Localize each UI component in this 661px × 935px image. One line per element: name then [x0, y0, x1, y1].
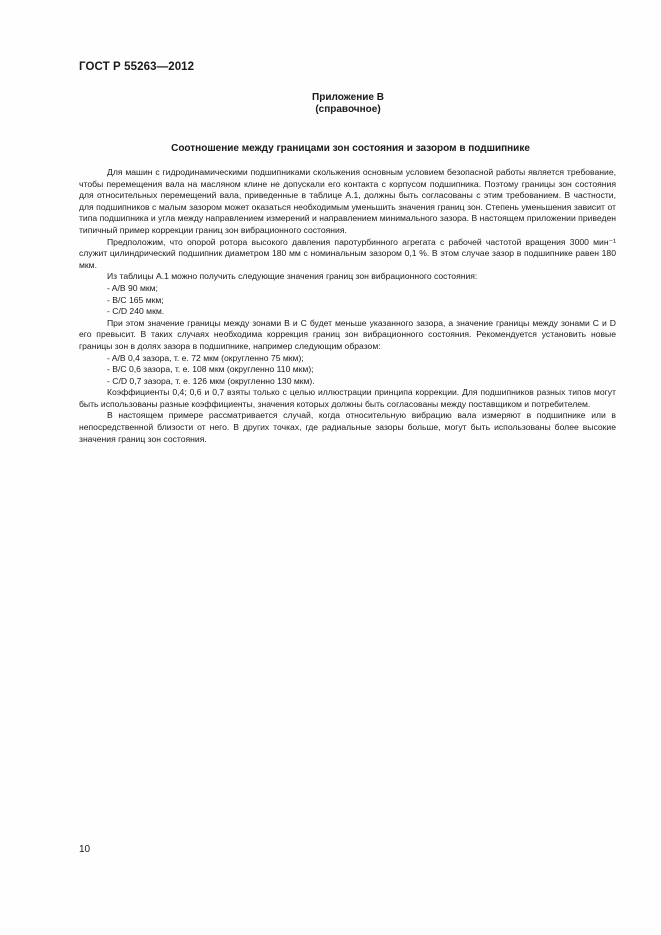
section-title: Соотношение между границами зон состояния и зазором в подшипнике: [171, 143, 530, 154]
page-number: 10: [79, 844, 91, 855]
list-item: - B/C 0,6 зазора, т. е. 108 мкм (округленно 110 мкм);: [107, 364, 314, 375]
list-item: - B/C 165 мкм;: [107, 294, 164, 305]
annex-title: Приложение В: [312, 92, 384, 103]
list-item: - A/B 90 мкм;: [107, 282, 158, 293]
paragraph-2: Предположим, что опорой ротора высокого давления паротурбинного агрегата с рабочей частотой вращения 3000 мин⁻¹ служит цилиндрический подшипник диаметром 180 мм с номинальным зазором 0,1 %. В этом случае зазор в подшипнике равен 180 мкм.: [79, 236, 616, 270]
paragraph-3: Из таблицы А.1 можно получить следующие значения границ зон вибрационного состояния:: [107, 271, 478, 282]
paragraph-5: Коэффициенты 0,4; 0,6 и 0,7 взяты только с целью иллюстрации принципа коррекции. Для подшипников разных типов могут быть использованы разные коэффициенты, значения которых должны быть согласованы между поставщиком и потребителем.: [79, 387, 616, 409]
list-item: - C/D 240 мкм.: [107, 306, 165, 317]
annex-subtitle: (справочное): [315, 104, 381, 115]
document-header: ГОСТ Р 55263—2012: [79, 61, 195, 73]
paragraph-1: Для машин с гидродинамическими подшипниками скольжения основным условием безопасной работы является требование, чтобы перемещения вала на масляном клине не допускали его контакта с корпусом подшипника. Поэтому границы зон состояния для относительных перемещений вала, приведенные в таблице А.1, должны быть согласованы с этим требованием. В частности, для подшипников с малым зазором может оказаться необходимым уменьшить значения границ зон. Степень уменьшения зависит от типа подшипника и угла между направлением измерений и направлением минимального зазора. В настоящем приложении приведен типичный пример коррекции границ зон вибрационного состояния.: [79, 167, 616, 235]
paragraph-4: При этом значение границы между зонами В и С будет меньше указанного зазора, а значение границы между зонами С и D его превысит. В таких случаях необходима коррекция границ зон вибрационного состояния. Рекомендуется установить новые границы зон в долях зазора в подшипнике, например следующим образом:: [79, 317, 616, 351]
paragraph-6: В настоящем примере рассматривается случай, когда относительную вибрацию вала измеряют в подшипнике или в непосредственной близости от него. В других точках, где радиальные зазоры больше, могут быть использованы более высокие значения границ зон состояния.: [79, 410, 616, 444]
list-item: - C/D 0,7 зазора, т. е. 126 мкм (округленно 130 мкм).: [107, 375, 315, 386]
body-text: [79, 167, 616, 445]
list-item: - A/B 0,4 зазора, т. е. 72 мкм (округленно 75 мкм);: [107, 352, 304, 363]
